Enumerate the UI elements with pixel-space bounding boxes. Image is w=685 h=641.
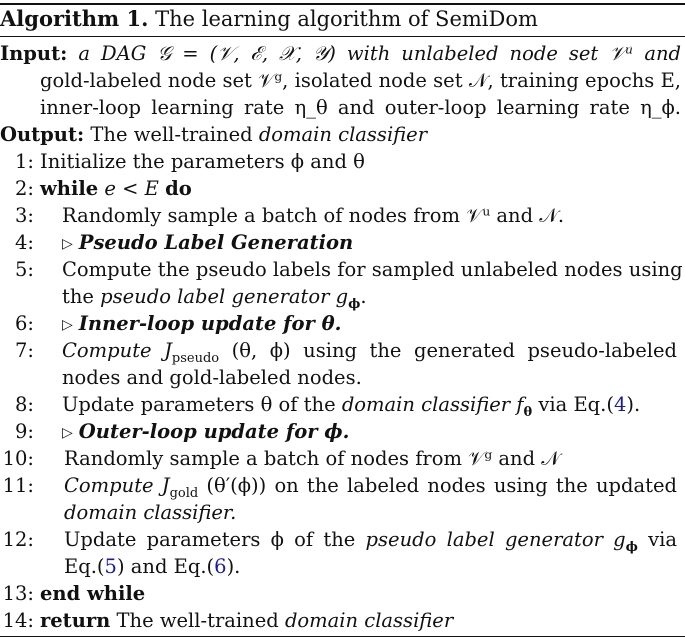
- input-text-1: a DAG 𝒢 = (𝒱, ℰ, 𝒳, 𝒴) with unlabeled node set 𝒱ᵘ and: [78, 42, 681, 65]
- step-text: [62, 391, 677, 418]
- loop-condition: e < E: [104, 177, 159, 200]
- step-text: Randomly sample a batch of nodes from 𝒱ᵘ and 𝒩.: [62, 204, 565, 227]
- algorithm-title-text: The learning algorithm of SemiDom: [148, 7, 538, 31]
- math-subscript: ϕ: [348, 296, 361, 312]
- step-number: 11:: [2, 474, 34, 497]
- input-line-1: [0, 40, 681, 67]
- equation-link[interactable]: 5: [104, 555, 117, 578]
- step-number: 5:: [15, 258, 34, 281]
- equation-link[interactable]: 4: [613, 393, 627, 416]
- step-text: [64, 526, 677, 553]
- math-subscript: pseudo: [171, 350, 220, 366]
- step-text: [40, 607, 677, 634]
- keyword-while: while: [40, 177, 99, 200]
- math-subscript: gold: [169, 485, 199, 501]
- italic-term: domain classifier: [341, 393, 511, 416]
- algorithm-title: [0, 5, 681, 33]
- text-fragment: Eq.(: [64, 555, 105, 578]
- italic-term: pseudo label generator: [100, 285, 330, 308]
- step-text-cont: domain classifier.: [64, 501, 237, 524]
- text-fragment: (θ, ϕ) using the generated pseudo-labeled: [219, 339, 677, 362]
- math-subscript: ϕ: [625, 539, 638, 555]
- math-symbol: Compute J: [64, 474, 170, 497]
- italic-term: pseudo label generator: [365, 528, 603, 551]
- comment-text: Pseudo Label Generation: [78, 231, 354, 254]
- input-line-3: [40, 94, 681, 121]
- text-fragment: ).: [626, 393, 641, 416]
- step-text-cont: [62, 283, 677, 310]
- step-text: [40, 175, 677, 202]
- step-text: [62, 229, 677, 259]
- input-line-2: [40, 67, 681, 94]
- step-text: [62, 418, 677, 448]
- text-fragment: the: [62, 285, 101, 308]
- step-number: 2:: [15, 177, 34, 200]
- step-number: 10:: [2, 447, 34, 470]
- step-text-cont: nodes and gold-labeled nodes.: [62, 366, 362, 389]
- text-fragment: Update parameters θ of the: [62, 393, 342, 416]
- comment-text: Inner-loop update for θ.: [78, 312, 342, 335]
- equation-link[interactable]: 6: [214, 555, 227, 578]
- math-symbol: Compute J: [62, 339, 172, 362]
- text-fragment: The well-trained: [110, 609, 285, 632]
- keyword-do: do: [165, 177, 192, 200]
- step-number: 6:: [15, 312, 34, 335]
- text-fragment: via: [637, 528, 678, 551]
- math-symbol: f: [510, 393, 524, 416]
- text-fragment: (θ′(ϕ)) on the labeled nodes using the updated: [198, 474, 677, 497]
- comment-triangle-icon: ▷: [62, 236, 73, 252]
- step-number: 13:: [2, 582, 34, 605]
- text-fragment: via Eq.(: [532, 393, 614, 416]
- output-text: The well-trained: [90, 123, 259, 146]
- output-line: [0, 121, 681, 148]
- keyword-return: return: [40, 609, 111, 632]
- algorithm-label: Algorithm 1.: [0, 6, 149, 31]
- input-text-2: gold-labeled node set 𝒱ᵍ, isolated node set 𝒩, training epochs E,: [40, 69, 681, 92]
- output-text-italic: domain classifier: [258, 123, 428, 146]
- keyword-end-while: end while: [40, 582, 146, 605]
- step-text: Randomly sample a batch of nodes from 𝒱ᵍ and 𝒩: [64, 447, 560, 470]
- input-text-3: inner-loop learning rate η_θ and outer-loop learning rate η_ϕ.: [40, 96, 681, 119]
- input-label: Input:: [0, 42, 68, 65]
- math-symbol: g: [329, 285, 349, 308]
- step-text: [62, 337, 677, 364]
- step-text: Compute the pseudo labels for sampled unlabeled nodes using: [62, 258, 683, 281]
- step-number: 3:: [15, 204, 34, 227]
- step-number: 1:: [15, 150, 34, 173]
- math-symbol: g: [602, 528, 626, 551]
- output-label: Output:: [0, 123, 85, 146]
- step-number: 12:: [2, 528, 34, 551]
- comment-triangle-icon: ▷: [62, 317, 73, 333]
- text-fragment: .: [360, 285, 367, 308]
- step-text-cont: [64, 553, 677, 580]
- step-number: 14:: [2, 609, 34, 632]
- title-rule: [0, 36, 685, 37]
- comment-text: Outer-loop update for ϕ.: [78, 420, 350, 443]
- text-fragment: ) and Eq.(: [116, 555, 215, 578]
- step-number: 7:: [15, 339, 34, 362]
- step-number: 9:: [15, 420, 34, 443]
- math-subscript: θ: [523, 404, 533, 420]
- comment-triangle-icon: ▷: [62, 425, 73, 441]
- step-number: 4:: [15, 231, 34, 254]
- bottom-rule: [0, 636, 685, 637]
- step-text: [64, 472, 677, 499]
- step-text: [62, 310, 677, 340]
- italic-term: domain classifier: [284, 609, 454, 632]
- step-text: Initialize the parameters ϕ and θ: [40, 150, 365, 173]
- text-fragment: ).: [226, 555, 241, 578]
- text-fragment: Update parameters ϕ of the: [64, 528, 366, 551]
- step-number: 8:: [15, 393, 34, 416]
